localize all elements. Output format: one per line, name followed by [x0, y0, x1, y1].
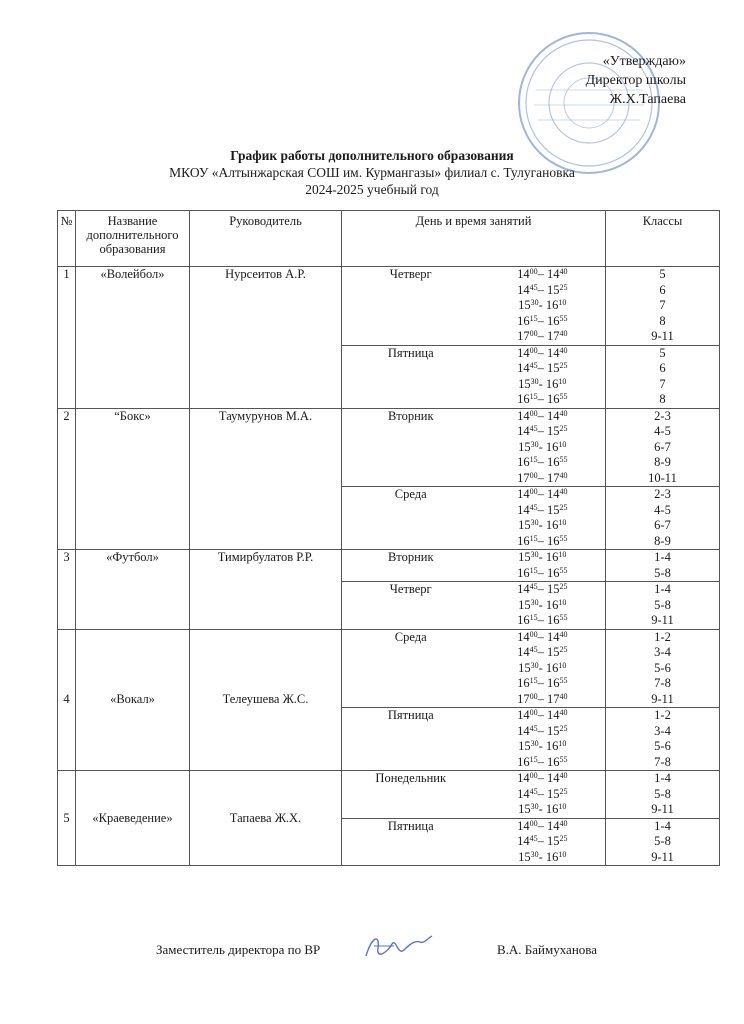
time-minutes: 55: [559, 392, 568, 401]
time-hours: – 15: [537, 582, 560, 596]
time-minutes: 45: [529, 834, 538, 843]
time-minutes: 30: [530, 550, 539, 559]
time-slot: [480, 377, 606, 393]
time-minutes: 00: [529, 267, 538, 276]
time-slot: [480, 834, 606, 850]
time-hours: - 16: [538, 739, 559, 753]
time-slot: [480, 409, 606, 425]
time-minutes: 30: [530, 597, 539, 607]
time-hours: 17: [517, 691, 530, 706]
time-minutes: 15: [529, 565, 538, 575]
time-hours: 15: [518, 849, 531, 864]
time-slot: [480, 661, 606, 677]
time-hours: – 16: [537, 565, 560, 580]
time-slots: [480, 550, 606, 582]
class-group: 4-5: [654, 424, 671, 438]
time-slot: [480, 850, 606, 866]
title-line-1: График работы дополнительного образования: [230, 148, 514, 163]
class-group: 5-8: [654, 786, 671, 801]
time-minutes: 45: [529, 502, 538, 512]
activity-name: «Краеведение»: [76, 771, 190, 866]
time-minutes: 45: [529, 361, 538, 370]
time-hours: – 14: [537, 345, 560, 360]
time-slot: [480, 787, 606, 803]
time-minutes: 30: [530, 376, 539, 386]
leader-name: Телеушева Ж.С.: [190, 629, 342, 771]
time-minutes: 10: [558, 802, 567, 811]
class-group: 9-11: [651, 691, 674, 706]
time-minutes: 55: [559, 533, 568, 543]
time-hours: - 16: [538, 518, 559, 532]
schedule-table: [57, 210, 720, 866]
class-group: 3-4: [654, 723, 671, 738]
activity-name: «Вокал»: [76, 629, 190, 771]
time-slot: [480, 582, 606, 598]
time-minutes: 10: [558, 518, 567, 527]
time-hours: – 17: [537, 470, 560, 485]
time-slot: [480, 314, 606, 330]
class-groups: [606, 487, 720, 550]
time-slot: [480, 329, 606, 345]
table-row: [58, 267, 720, 346]
time-slot: [480, 518, 606, 534]
time-slot: [480, 708, 606, 724]
time-hours: 16: [517, 613, 530, 627]
time-slot: [480, 471, 606, 487]
time-hours: - 16: [538, 376, 559, 391]
header-num: №: [58, 211, 76, 267]
time-minutes: 25: [559, 502, 568, 512]
time-slots: [480, 267, 606, 346]
weekday: Четверг: [342, 267, 480, 346]
time-slot: [480, 550, 606, 566]
activity-name: «Волейбол»: [76, 267, 190, 409]
time-minutes: 00: [529, 629, 538, 639]
table-row: [58, 771, 720, 819]
time-minutes: 00: [529, 771, 538, 780]
class-group: 1-4: [654, 550, 671, 564]
weekday: Среда: [342, 487, 480, 550]
class-group: 7: [659, 376, 666, 391]
time-hours: 17: [517, 470, 530, 485]
time-minutes: 40: [559, 267, 568, 276]
time-hours: – 17: [537, 691, 560, 706]
weekday: Вторник: [342, 550, 480, 582]
deputy-name: В.А. Баймуханова: [497, 942, 598, 957]
class-group: 1-2: [654, 708, 671, 722]
time-hours: 16: [517, 754, 530, 769]
class-group: 4-5: [654, 502, 671, 517]
time-hours: - 16: [538, 550, 559, 564]
time-hours: – 16: [537, 455, 560, 469]
class-group: 7-8: [654, 754, 671, 769]
time-minutes: 15: [529, 754, 538, 764]
time-slot: [480, 487, 606, 503]
class-groups: [606, 708, 720, 771]
class-group: 1-4: [654, 818, 671, 833]
class-group: 2-3: [654, 408, 671, 423]
time-slots: [480, 818, 606, 866]
time-minutes: 45: [529, 424, 538, 433]
time-minutes: 10: [558, 376, 567, 386]
time-minutes: 40: [559, 345, 568, 355]
time-slots: [480, 708, 606, 771]
class-group: 9-11: [651, 329, 674, 343]
time-minutes: 00: [529, 487, 538, 496]
time-minutes: 15: [529, 613, 538, 622]
time-hours: 14: [517, 582, 530, 596]
weekday: Четверг: [342, 582, 480, 630]
time-slots: [480, 582, 606, 630]
class-groups: [606, 345, 720, 408]
title-line-2: МКОУ «Алтынжарская СОШ им. Курмангазы» филиал с. Тулугановка: [169, 165, 575, 180]
time-hours: – 15: [537, 424, 560, 438]
time-hours: – 14: [537, 487, 560, 501]
class-group: 3-4: [654, 645, 671, 659]
time-slot: [480, 802, 606, 818]
time-slot: [480, 645, 606, 661]
time-hours: – 15: [537, 282, 560, 297]
time-slot: [480, 692, 606, 708]
time-slot: [480, 771, 606, 787]
time-slot: [480, 819, 606, 835]
time-hours: – 15: [537, 834, 560, 848]
time-minutes: 55: [559, 676, 568, 685]
time-hours: 14: [517, 282, 530, 297]
title-line-3: 2024-2025 учебный год: [305, 182, 439, 197]
time-minutes: 40: [559, 771, 568, 780]
class-group: 5-8: [654, 565, 671, 580]
time-hours: 16: [517, 455, 530, 469]
time-hours: – 14: [537, 818, 560, 833]
time-slot: [480, 267, 606, 283]
time-minutes: 00: [529, 345, 538, 355]
class-group: 1-4: [654, 582, 671, 596]
class-group: 8: [659, 313, 666, 328]
time-hours: – 14: [537, 771, 560, 785]
time-slots: [480, 408, 606, 487]
time-hours: 14: [517, 267, 530, 281]
time-minutes: 45: [529, 723, 538, 733]
leader-name: Тапаева Ж.Х.: [190, 771, 342, 866]
header-schedule: День и время занятий: [342, 211, 606, 267]
time-hours: 14: [517, 771, 530, 785]
time-hours: 15: [518, 439, 531, 454]
time-minutes: 25: [559, 786, 568, 796]
row-number: 3: [58, 550, 76, 630]
time-hours: 15: [518, 376, 531, 391]
class-group: 5: [659, 345, 666, 360]
time-minutes: 30: [530, 739, 539, 748]
approval-line-3: Ж.Х.Тапаева: [609, 92, 686, 107]
time-hours: 16: [517, 676, 530, 690]
class-groups: [606, 818, 720, 866]
time-hours: 17: [517, 329, 530, 343]
time-slot: [480, 361, 606, 377]
class-groups: [606, 771, 720, 819]
time-slot: [480, 283, 606, 299]
time-slot: [480, 440, 606, 456]
time-minutes: 10: [558, 439, 567, 449]
time-hours: 14: [517, 408, 530, 423]
time-hours: 14: [517, 345, 530, 360]
time-slots: [480, 487, 606, 550]
approval-block: [466, 52, 686, 109]
time-minutes: 00: [529, 408, 538, 418]
class-group: 6: [659, 282, 666, 297]
time-minutes: 15: [529, 313, 538, 323]
leader-name: Таумурунов М.А.: [190, 408, 342, 550]
time-minutes: 00: [529, 818, 538, 828]
time-minutes: 40: [559, 329, 568, 338]
time-hours: – 16: [537, 392, 560, 406]
time-slot: [480, 724, 606, 740]
class-group: 9-11: [651, 613, 674, 627]
class-group: 7: [659, 298, 666, 312]
time-hours: – 16: [537, 533, 560, 548]
time-slot: [480, 676, 606, 692]
time-hours: – 14: [537, 408, 560, 423]
time-hours: - 16: [538, 660, 559, 675]
time-minutes: 15: [529, 455, 538, 464]
time-slot: [480, 298, 606, 314]
class-group: 1-4: [654, 771, 671, 785]
time-slots: [480, 629, 606, 708]
class-groups: [606, 408, 720, 487]
time-minutes: 00: [529, 708, 538, 717]
time-minutes: 40: [559, 629, 568, 639]
time-minutes: 40: [559, 487, 568, 496]
deputy-position: Заместитель директора по ВР: [156, 942, 321, 957]
time-minutes: 10: [558, 298, 567, 307]
class-groups: [606, 629, 720, 708]
time-minutes: 40: [559, 708, 568, 717]
time-hours: – 14: [537, 267, 560, 281]
time-minutes: 45: [529, 645, 538, 654]
time-hours: 15: [518, 660, 531, 675]
time-hours: 14: [517, 786, 530, 801]
row-number: 5: [58, 771, 76, 866]
time-hours: - 16: [538, 439, 559, 454]
class-group: 10-11: [648, 470, 677, 485]
table-header-row: [58, 211, 720, 267]
time-hours: – 16: [537, 676, 560, 690]
table-row: [58, 629, 720, 708]
leader-name: Тимирбулатов Р.Р.: [190, 550, 342, 630]
table-row: [58, 550, 720, 582]
time-hours: - 16: [538, 849, 559, 864]
time-minutes: 25: [559, 834, 568, 843]
class-group: 8-9: [654, 455, 671, 469]
time-hours: - 16: [538, 802, 559, 816]
time-minutes: 30: [530, 439, 539, 449]
class-group: 5-8: [654, 597, 671, 612]
class-group: 5: [659, 267, 666, 281]
class-group: 2-3: [654, 487, 671, 501]
header-name: Название дополнительного образования: [76, 211, 190, 267]
class-group: 9-11: [651, 802, 674, 816]
time-hours: – 16: [537, 613, 560, 627]
class-group: 6-7: [654, 518, 671, 532]
class-group: 6-7: [654, 439, 671, 454]
time-hours: – 16: [537, 754, 560, 769]
time-hours: – 15: [537, 786, 560, 801]
time-slot: [480, 566, 606, 582]
time-hours: 14: [517, 487, 530, 501]
time-slot: [480, 613, 606, 629]
time-minutes: 30: [530, 802, 539, 811]
time-minutes: 15: [529, 392, 538, 401]
class-group: 5-8: [654, 834, 671, 848]
row-number: 2: [58, 408, 76, 550]
time-slots: [480, 771, 606, 819]
leader-name: Нурсеитов А.Р.: [190, 267, 342, 409]
time-minutes: 55: [559, 754, 568, 764]
time-minutes: 55: [559, 565, 568, 575]
class-group: 5-6: [654, 739, 671, 753]
time-hours: 15: [518, 597, 531, 612]
weekday: Пятница: [342, 708, 480, 771]
time-minutes: 40: [559, 818, 568, 828]
time-minutes: 40: [559, 691, 568, 701]
activity-name: «Футбол»: [76, 550, 190, 630]
time-hours: 16: [517, 392, 530, 406]
time-slot: [480, 503, 606, 519]
time-hours: 14: [517, 502, 530, 517]
time-hours: 15: [518, 550, 531, 564]
weekday: Вторник: [342, 408, 480, 487]
time-slot: [480, 755, 606, 771]
time-minutes: 25: [559, 645, 568, 654]
time-minutes: 25: [559, 361, 568, 370]
time-minutes: 25: [559, 723, 568, 733]
time-hours: 16: [517, 565, 530, 580]
time-hours: 14: [517, 629, 530, 644]
time-slot: [480, 598, 606, 614]
class-group: 7-8: [654, 676, 671, 690]
time-minutes: 30: [530, 298, 539, 307]
time-minutes: 00: [529, 691, 538, 701]
time-minutes: 00: [529, 470, 538, 480]
time-hours: 15: [518, 518, 531, 532]
time-minutes: 25: [559, 424, 568, 433]
time-slot: [480, 455, 606, 471]
time-minutes: 10: [558, 550, 567, 559]
time-slots: [480, 345, 606, 408]
time-slot: [480, 739, 606, 755]
header-classes: Классы: [606, 211, 720, 267]
time-minutes: 30: [530, 518, 539, 527]
time-hours: – 14: [537, 708, 560, 722]
time-hours: – 17: [537, 329, 560, 343]
time-minutes: 10: [558, 660, 567, 670]
time-slot: [480, 392, 606, 408]
approval-line-2: Директор школы: [585, 73, 686, 88]
document-title: [0, 147, 744, 198]
time-minutes: 45: [529, 582, 538, 591]
time-hours: – 15: [537, 645, 560, 659]
activity-name: “Бокс»: [76, 408, 190, 550]
time-hours: – 15: [537, 723, 560, 738]
class-group: 5-6: [654, 660, 671, 675]
time-hours: 14: [517, 834, 530, 848]
time-minutes: 55: [559, 313, 568, 323]
class-group: 9-11: [651, 849, 674, 864]
time-hours: 14: [517, 645, 530, 659]
time-minutes: 55: [559, 613, 568, 622]
time-hours: - 16: [538, 298, 559, 312]
time-hours: 15: [518, 739, 531, 753]
class-groups: [606, 267, 720, 346]
time-hours: 14: [517, 361, 530, 375]
weekday: Понедельник: [342, 771, 480, 819]
class-groups: [606, 582, 720, 630]
time-slot: [480, 630, 606, 646]
time-hours: 15: [518, 298, 531, 312]
time-hours: 16: [517, 313, 530, 328]
time-minutes: 45: [529, 282, 538, 292]
class-groups: [606, 550, 720, 582]
weekday: Пятница: [342, 345, 480, 408]
time-hours: - 16: [538, 597, 559, 612]
row-number: 4: [58, 629, 76, 771]
time-hours: 14: [517, 723, 530, 738]
time-hours: 14: [517, 708, 530, 722]
class-group: 1-2: [654, 629, 671, 644]
header-leader: Руководитель: [190, 211, 342, 267]
time-minutes: 10: [558, 597, 567, 607]
time-hours: – 15: [537, 361, 560, 375]
class-group: 8: [659, 392, 666, 406]
time-hours: – 15: [537, 502, 560, 517]
time-hours: 14: [517, 818, 530, 833]
class-group: 8-9: [654, 533, 671, 548]
time-minutes: 30: [530, 849, 539, 859]
time-slot: [480, 346, 606, 362]
time-minutes: 15: [529, 533, 538, 543]
handwritten-signature: [358, 926, 438, 970]
time-minutes: 15: [529, 676, 538, 685]
time-minutes: 00: [529, 329, 538, 338]
time-minutes: 25: [559, 582, 568, 591]
time-minutes: 30: [530, 660, 539, 670]
class-group: 6: [659, 361, 666, 375]
time-slot: [480, 424, 606, 440]
time-minutes: 10: [558, 739, 567, 748]
approval-line-1: «Утверждаю»: [602, 54, 686, 69]
time-minutes: 10: [558, 849, 567, 859]
time-minutes: 55: [559, 455, 568, 464]
time-hours: 16: [517, 533, 530, 548]
time-minutes: 40: [559, 470, 568, 480]
weekday: Пятница: [342, 818, 480, 866]
time-hours: – 14: [537, 629, 560, 644]
table-row: [58, 408, 720, 487]
weekday: Среда: [342, 629, 480, 708]
time-hours: – 16: [537, 313, 560, 328]
time-minutes: 40: [559, 408, 568, 418]
time-hours: 15: [518, 802, 531, 816]
time-minutes: 45: [529, 786, 538, 796]
time-slot: [480, 534, 606, 550]
row-number: 1: [58, 267, 76, 409]
time-hours: 14: [517, 424, 530, 438]
time-minutes: 25: [559, 282, 568, 292]
